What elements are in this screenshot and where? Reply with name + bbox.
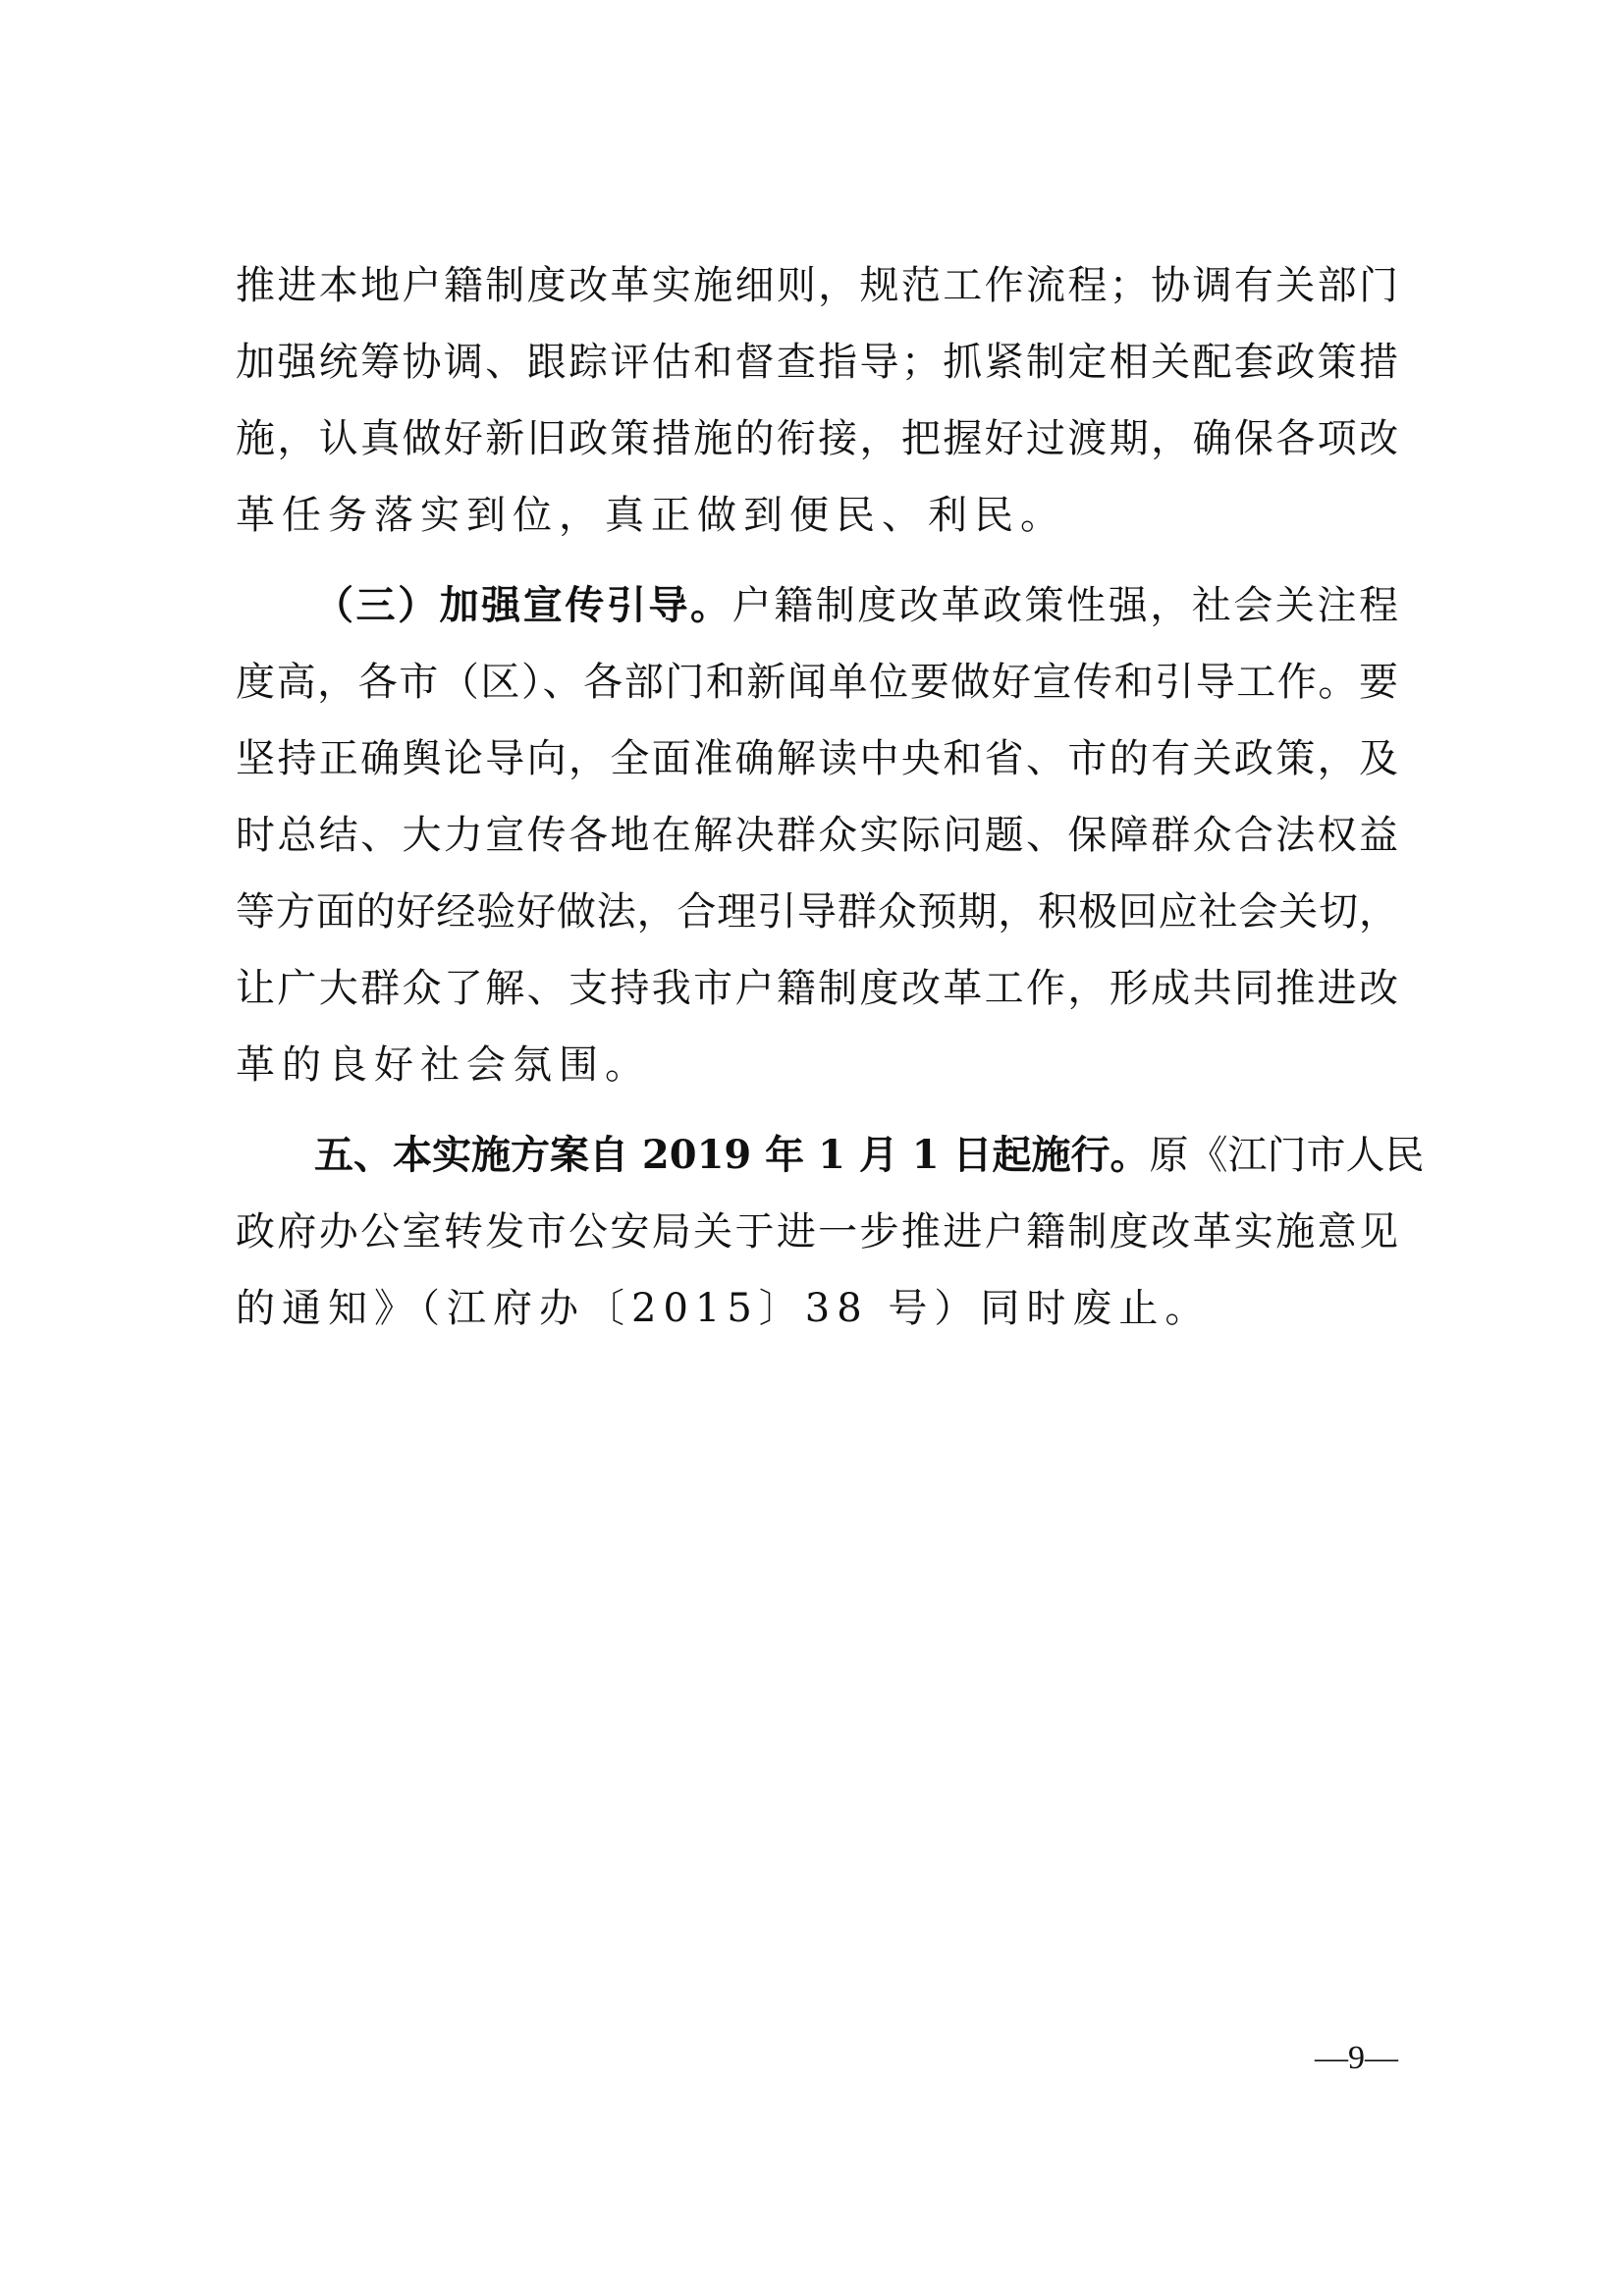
paragraph-2-line-1 <box>314 567 1398 644</box>
paragraph-2-heading: （三）加强宣传引导。 <box>314 582 732 628</box>
paragraph-3-heading: 五、本实施方案自 2019 年 1 月 1 日起施行。 <box>314 1132 1150 1178</box>
paragraph-2-line-6: 让广大群众了解、支持我市户籍制度改革工作，形成共同推进改 <box>236 966 1398 1011</box>
paragraph-1-line-3: 施，认真做好新旧政策措施的衔接，把握好过渡期，确保各项改 <box>236 416 1398 461</box>
paragraph-1-line-2: 加强统筹协调、跟踪评估和督查指导；抓紧制定相关配套政策措 <box>236 340 1398 385</box>
paragraph-3-line-1-text: 原《江门市人民 <box>1149 1133 1425 1178</box>
paragraph-1-line-1: 推进本地户籍制度改革实施细则，规范工作流程；协调有关部门 <box>236 263 1398 308</box>
paragraph-2-line-2: 度高，各市（区）、各部门和新闻单位要做好宣传和引导工作。要 <box>236 660 1398 705</box>
paragraph-2-line-3: 坚持正确舆论导向，全面准确解读中央和省、市的有关政策，及 <box>236 736 1398 781</box>
paragraph-3-line-1 <box>314 1117 1425 1194</box>
page-number: —9— <box>1315 2040 1398 2076</box>
paragraph-2-line-5: 等方面的好经验好做法，合理引导群众预期，积极回应社会关切， <box>236 889 1398 934</box>
paragraph-3-line-3: 的通知》（江府办〔2015〕38 号）同时废止。 <box>236 1286 1212 1331</box>
paragraph-2-line-4: 时总结、大力宣传各地在解决群众实际问题、保障群众合法权益 <box>236 813 1398 858</box>
paragraph-2-line-1-text: 户籍制度改革政策性强，社会关注程 <box>731 583 1399 628</box>
paragraph-1-line-4: 革任务落实到位，真正做到便民、利民。 <box>236 493 1066 538</box>
paragraph-2-line-7: 革的良好社会氛围。 <box>236 1042 651 1088</box>
paragraph-3-line-2: 政府办公室转发市公安局关于进一步推进户籍制度改革实施意见 <box>236 1209 1398 1255</box>
